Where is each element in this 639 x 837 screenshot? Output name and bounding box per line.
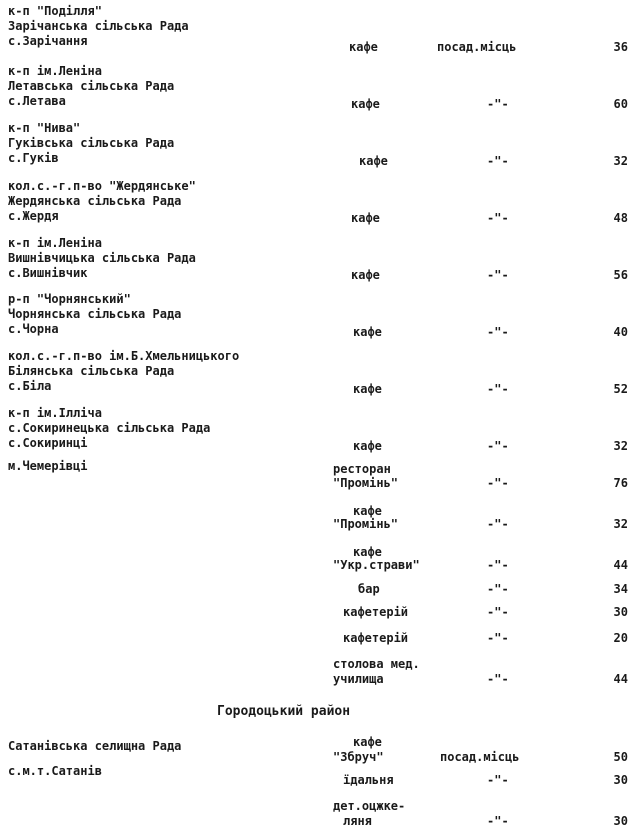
entry-unit: -"- bbox=[487, 814, 509, 828]
entry-unit: -"- bbox=[487, 558, 509, 572]
entry-council: Сатанівська селищна Рада bbox=[8, 739, 182, 753]
entry-unit: -"- bbox=[487, 211, 509, 225]
entry-count: 32 bbox=[613, 439, 628, 453]
establishment-type: кафе bbox=[353, 735, 382, 749]
entry-type: кафе bbox=[351, 97, 380, 111]
entry-unit: -"- bbox=[487, 517, 509, 531]
entry-count: 56 bbox=[613, 268, 628, 282]
entry-title: р-п "Чорнянський" bbox=[8, 292, 131, 306]
entry-count: 44 bbox=[613, 672, 628, 686]
entry-council: Чорнянська сільська Рада bbox=[8, 307, 182, 321]
entry-village: с.м.т.Сатанів bbox=[8, 764, 102, 778]
establishment-name: "Промінь" bbox=[333, 517, 399, 531]
establishment-name: "Укр.страви" bbox=[333, 558, 420, 572]
entry-council: с.Сокиринецька сільська Рада bbox=[8, 421, 211, 435]
town-name: м.Чемерівці bbox=[8, 459, 88, 473]
entry-type: кафе bbox=[353, 325, 382, 339]
entry-count: 44 bbox=[613, 558, 628, 572]
entry-count: 30 bbox=[613, 814, 628, 828]
establishment-type: столова мед. bbox=[333, 657, 420, 671]
entry-count: 32 bbox=[613, 154, 628, 168]
entry-unit: посад.місць bbox=[437, 40, 517, 54]
entry-council: Гуківська сільська Рада bbox=[8, 136, 175, 150]
entry-unit: -"- bbox=[487, 476, 509, 490]
entry-count: 40 bbox=[613, 325, 628, 339]
entry-village: с.Летава bbox=[8, 94, 66, 108]
entry-council: Вишнівчицька сільська Рада bbox=[8, 251, 196, 265]
entry-title: к-п ім.Леніна bbox=[8, 236, 102, 250]
establishment-type: їдальня bbox=[343, 773, 394, 787]
entry-unit: -"- bbox=[487, 268, 509, 282]
entry-count: 48 bbox=[613, 211, 628, 225]
entry-council: Летавська сільська Рада bbox=[8, 79, 175, 93]
entry-unit: -"- bbox=[487, 631, 509, 645]
entry-type: кафе bbox=[351, 211, 380, 225]
entry-village: с.Гуків bbox=[8, 151, 59, 165]
entry-count: 30 bbox=[613, 605, 628, 619]
entry-count: 20 bbox=[613, 631, 628, 645]
entry-unit: -"- bbox=[487, 325, 509, 339]
entry-village: с.Біла bbox=[8, 379, 52, 393]
establishment-name: училища bbox=[333, 672, 384, 686]
entry-village: с.Чорна bbox=[8, 322, 59, 336]
entry-type: кафе bbox=[349, 40, 378, 54]
entry-count: 36 bbox=[613, 40, 628, 54]
entry-type: кафе bbox=[359, 154, 388, 168]
establishment-type: ресторан bbox=[333, 462, 391, 476]
entry-council: Жердянська сільська Рада bbox=[8, 194, 182, 208]
entry-village: с.Вишнівчик bbox=[8, 266, 88, 280]
establishment-name: "Промінь" bbox=[333, 476, 399, 490]
entry-unit: -"- bbox=[487, 582, 509, 596]
entry-title: к-п ім.Леніна bbox=[8, 64, 102, 78]
entry-title: к-п "Нива" bbox=[8, 121, 81, 135]
entry-village: с.Зарічання bbox=[8, 34, 88, 48]
section-heading: Городоцький район bbox=[217, 704, 351, 719]
establishment-name: "Збруч" bbox=[333, 750, 384, 764]
establishment-type: кафе bbox=[353, 545, 382, 559]
establishment-name: ляня bbox=[343, 814, 372, 828]
entry-council: Білянська сільська Рада bbox=[8, 364, 175, 378]
entry-village: с.Сокиринці bbox=[8, 436, 88, 450]
entry-title: к-п "Поділля" bbox=[8, 4, 102, 18]
entry-unit: -"- bbox=[487, 382, 509, 396]
entry-count: 32 bbox=[613, 517, 628, 531]
establishment-type: бар bbox=[358, 582, 380, 596]
entry-unit: -"- bbox=[487, 672, 509, 686]
entry-count: 30 bbox=[613, 773, 628, 787]
entry-unit: -"- bbox=[487, 154, 509, 168]
entry-unit: -"- bbox=[487, 97, 509, 111]
establishment-type: дет.оцжке- bbox=[333, 799, 406, 813]
establishment-type: кафетерій bbox=[343, 605, 409, 619]
entry-count: 60 bbox=[613, 97, 628, 111]
entry-count: 52 bbox=[613, 382, 628, 396]
entry-unit: посад.місць bbox=[440, 750, 520, 764]
entry-type: кафе bbox=[353, 382, 382, 396]
entry-unit: -"- bbox=[487, 773, 509, 787]
entry-title: к-п ім.Ілліча bbox=[8, 406, 102, 420]
entry-type: кафе bbox=[353, 439, 382, 453]
entry-count: 76 bbox=[613, 476, 628, 490]
establishment-type: кафе bbox=[353, 504, 382, 518]
entry-count: 34 bbox=[613, 582, 628, 596]
establishment-type: кафетерій bbox=[343, 631, 409, 645]
entry-title: кол.с.-г.п-во "Жердянське" bbox=[8, 179, 196, 193]
entry-unit: -"- bbox=[487, 439, 509, 453]
entry-council: Зарічанська сільська Рада bbox=[8, 19, 189, 33]
entry-unit: -"- bbox=[487, 605, 509, 619]
entry-type: кафе bbox=[351, 268, 380, 282]
entry-village: с.Жердя bbox=[8, 209, 59, 223]
entry-count: 50 bbox=[613, 750, 628, 764]
entry-title: кол.с.-г.п-во ім.Б.Хмельницького bbox=[8, 349, 240, 363]
